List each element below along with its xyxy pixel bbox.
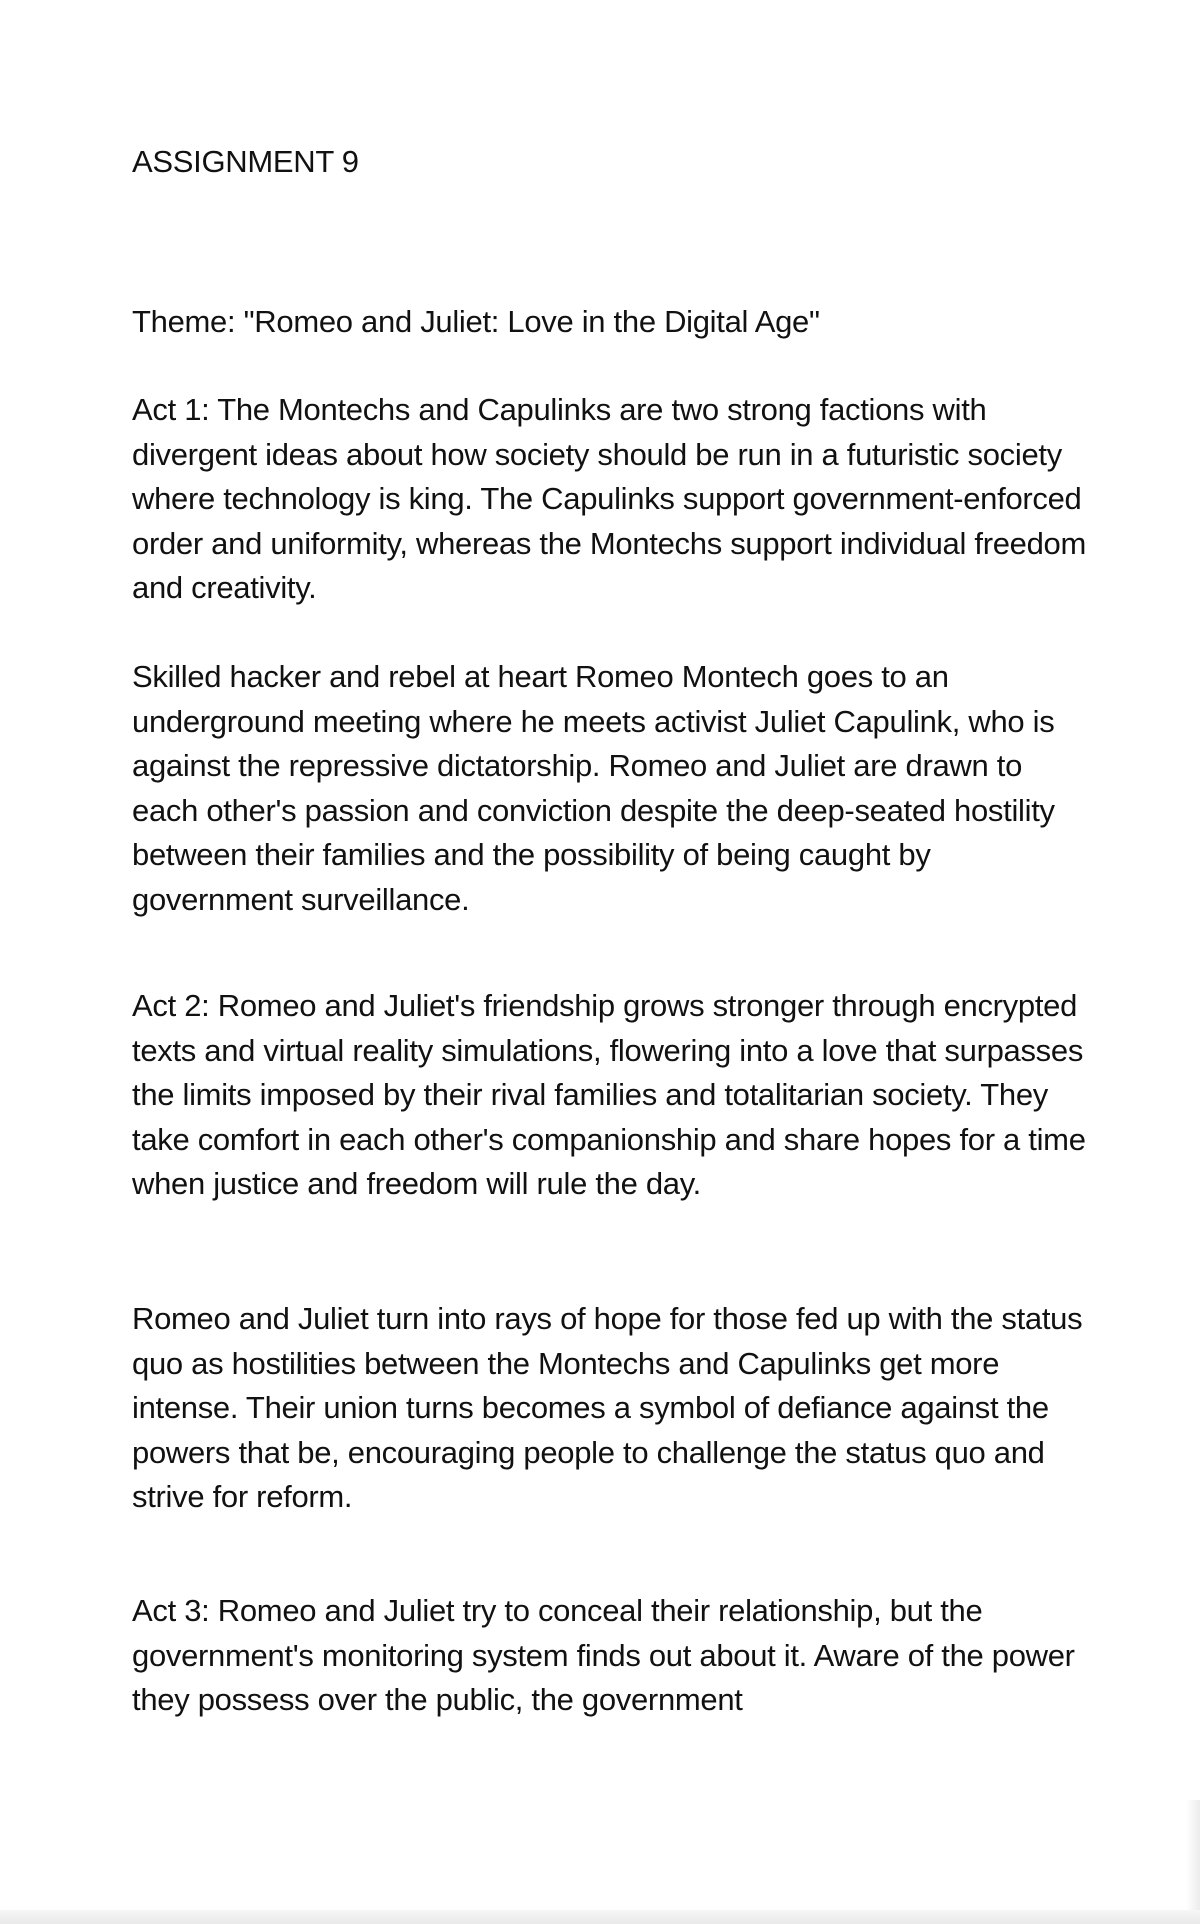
paragraph-act-2-continued: Romeo and Juliet turn into rays of hope for those fed up with the status quo as hostilities between the Montechs and Capulinks get more intense. Their union turns becomes a symbol of defiance against the powers that be, encouraging people to challenge the status quo and strive for reform.	[132, 1301, 1083, 1514]
paragraph-act-2: Act 2: Romeo and Juliet's friendship grows stronger through encrypted texts and virtual reality simulations, flowering into a love that surpasses the limits imposed by their rival families and totalitarian society. They take comfort in each other's companionship and share hopes for a time when justice and freedom will rule the day.	[132, 988, 1086, 1201]
paragraph-act-1-continued: Skilled hacker and rebel at heart Romeo Montech goes to an underground meeting where he meets activist Juliet Capulink, who is against the repressive dictatorship. Romeo and Juliet are drawn to each other's passion and conviction despite the deep-seated hostility between their families and the possibility of being caught by government surveillance.	[132, 659, 1055, 917]
page-edge-shadow-right	[1186, 1800, 1200, 1910]
theme-line: Theme: "Romeo and Juliet: Love in the Digital Age"	[132, 304, 820, 339]
document-body	[132, 140, 1092, 1717]
paragraph-act-1: Act 1: The Montechs and Capulinks are two strong factions with divergent ideas about how society should be run in a futuristic society where technology is king. The Capulinks support government-enforced order and uniformity, whereas the Montechs support individual freedom and creativity.	[132, 392, 1087, 605]
paragraph-act-3: Act 3: Romeo and Juliet try to conceal their relationship, but the government's monitoring system finds out about it. Aware of the power they possess over the public, the government	[132, 1593, 1075, 1717]
page-edge-shadow-bottom	[0, 1910, 1200, 1924]
assignment-title: ASSIGNMENT 9	[132, 144, 359, 179]
